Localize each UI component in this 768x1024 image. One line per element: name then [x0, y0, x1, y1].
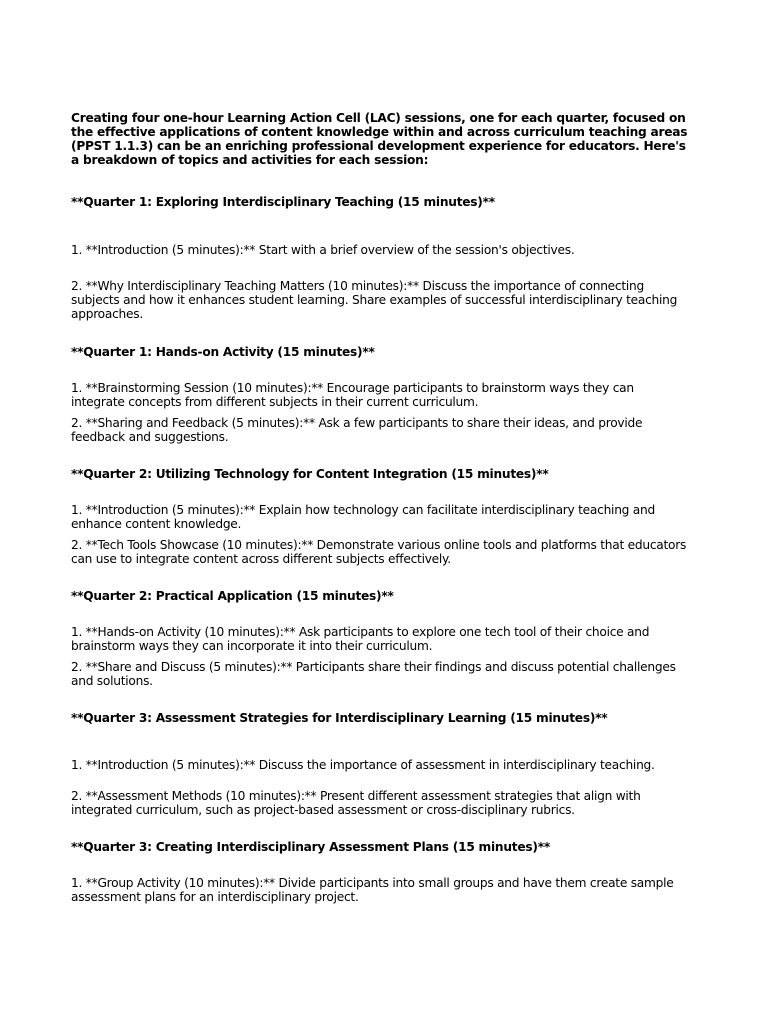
list-item: 1. **Introduction (5 minutes):** Start with a brief overview of the session's objectives.	[71, 243, 575, 257]
list-item: 1. **Introduction (5 minutes):** Explain how technology can facilitate interdisciplinary teaching and enhance content knowledge.	[71, 503, 655, 531]
document-body	[71, 111, 691, 904]
section-heading-q3-assessment: **Quarter 3: Assessment Strategies for Interdisciplinary Learning (15 minutes)**	[71, 711, 608, 725]
section-heading-q3-plans: **Quarter 3: Creating Interdisciplinary Assessment Plans (15 minutes)**	[71, 840, 550, 854]
list-item: 1. **Brainstorming Session (10 minutes):** Encourage participants to brainstorm ways they can integrate concepts from different subjects in their current curriculum.	[71, 381, 634, 409]
list-item: 2. **Share and Discuss (5 minutes):** Participants share their findings and discuss potential challenges and solutions.	[71, 660, 676, 688]
section-heading-q1-hands-on: **Quarter 1: Hands-on Activity (15 minutes)**	[71, 345, 375, 359]
section-heading-q2-technology: **Quarter 2: Utilizing Technology for Content Integration (15 minutes)**	[71, 467, 549, 481]
section-heading-q1-exploring: **Quarter 1: Exploring Interdisciplinary Teaching (15 minutes)**	[71, 195, 495, 209]
list-item: 2. **Tech Tools Showcase (10 minutes):** Demonstrate various online tools and platforms that educators can use to integrate content across different subjects effectively.	[71, 538, 687, 566]
list-item: 1. **Group Activity (10 minutes):** Divide participants into small groups and have them create sample assessment plans for an interdisciplinary project.	[71, 876, 674, 904]
section-heading-q2-practical: **Quarter 2: Practical Application (15 minutes)**	[71, 589, 394, 603]
list-item: 1. **Introduction (5 minutes):** Discuss the importance of assessment in interdisciplinary teaching.	[71, 758, 655, 772]
list-item: 2. **Assessment Methods (10 minutes):** Present different assessment strategies that align with integrated curriculum, such as project-based assessment or cross-disciplinary rubrics.	[71, 789, 641, 817]
intro-paragraph: Creating four one-hour Learning Action Cell (LAC) sessions, one for each quarter, focused on the effective applications of content knowledge within and across curriculum teaching areas (PPST 1.1.3) can be an enriching professional development experience for educators. Here's a breakdown of topics and activities for each session:	[71, 111, 688, 167]
list-item: 1. **Hands-on Activity (10 minutes):** Ask participants to explore one tech tool of their choice and brainstorm ways they can incorporate it into their curriculum.	[71, 625, 650, 653]
list-item: 2. **Sharing and Feedback (5 minutes):** Ask a few participants to share their ideas, and provide feedback and suggestions.	[71, 416, 643, 444]
list-item: 2. **Why Interdisciplinary Teaching Matters (10 minutes):** Discuss the importance of connecting subjects and how it enhances student learning. Share examples of successful interdisciplinary teaching approaches.	[71, 279, 678, 321]
